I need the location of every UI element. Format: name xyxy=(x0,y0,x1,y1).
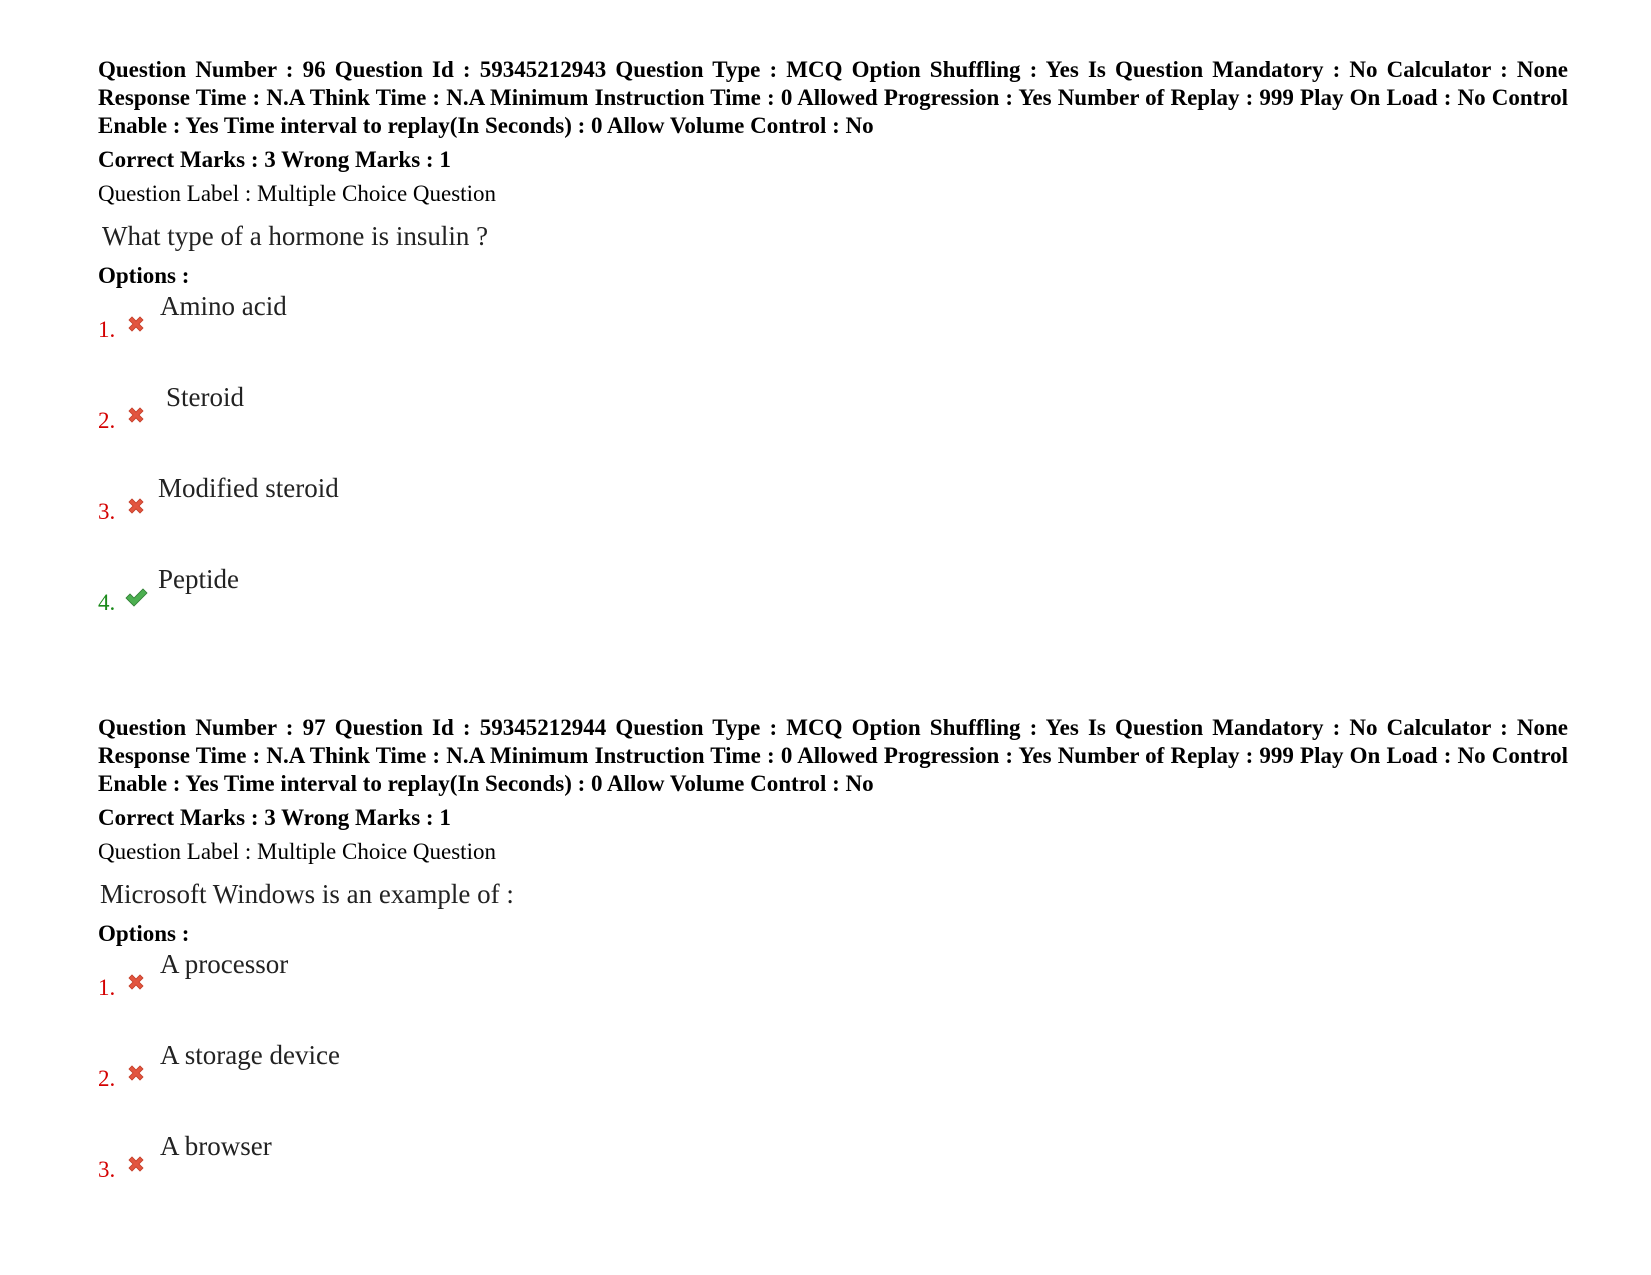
option-text: Steroid xyxy=(166,382,244,412)
option-text: Modified steroid xyxy=(158,473,339,503)
option-text: Peptide xyxy=(158,564,239,594)
check-icon xyxy=(124,585,148,609)
option-text: Amino acid xyxy=(160,291,287,321)
question-marks: Correct Marks : 3 Wrong Marks : 1 xyxy=(98,147,451,172)
option-number: 3. xyxy=(98,499,116,524)
question-marks: Correct Marks : 3 Wrong Marks : 1 xyxy=(98,805,451,830)
option-1 xyxy=(98,948,1568,1039)
question-text: Microsoft Windows is an example of : xyxy=(100,879,514,909)
option-text: A storage device xyxy=(160,1040,340,1070)
option-3 xyxy=(98,472,1568,563)
option-text: A browser xyxy=(160,1131,272,1161)
question-meta: Question Number : 97 Question Id : 59345212944 Question Type : MCQ Option Shuffling : Yes Is Question Mandatory : No Calculator : None Response Time : N.A Think Time : N.A Minimum Instruction Time : 0 Allowed Progression : Yes Number of Replay : 999 Play On Load : No Control Enable : Yes Time interval to replay(In Seconds) : 0 Allow Volume Control : No xyxy=(98,715,1568,796)
cross-icon xyxy=(124,494,148,518)
option-number: 1. xyxy=(98,317,116,342)
option-number: 1. xyxy=(98,975,116,1000)
question-96 xyxy=(98,56,1568,654)
cross-icon xyxy=(124,970,148,994)
option-3 xyxy=(98,1130,1568,1221)
cross-icon xyxy=(124,403,148,427)
options-heading: Options : xyxy=(98,263,190,288)
option-number: 3. xyxy=(98,1157,116,1182)
option-2 xyxy=(98,1039,1568,1130)
question-label: Question Label : Multiple Choice Question xyxy=(98,181,496,206)
option-number: 2. xyxy=(98,1066,116,1091)
option-number: 4. xyxy=(98,590,116,615)
option-number: 2. xyxy=(98,408,116,433)
option-4 xyxy=(98,563,1568,654)
question-label: Question Label : Multiple Choice Question xyxy=(98,839,496,864)
question-meta: Question Number : 96 Question Id : 59345212943 Question Type : MCQ Option Shuffling : Yes Is Question Mandatory : No Calculator : None Response Time : N.A Think Time : N.A Minimum Instruction Time : 0 Allowed Progression : Yes Number of Replay : 999 Play On Load : No Control Enable : Yes Time interval to replay(In Seconds) : 0 Allow Volume Control : No xyxy=(98,57,1568,138)
cross-icon xyxy=(124,1061,148,1085)
option-2 xyxy=(98,381,1568,472)
question-97 xyxy=(98,714,1568,1221)
cross-icon xyxy=(124,312,148,336)
options-heading: Options : xyxy=(98,921,190,946)
question-text: What type of a hormone is insulin ? xyxy=(102,221,489,251)
options-list xyxy=(98,290,1568,654)
option-1 xyxy=(98,290,1568,381)
options-list xyxy=(98,948,1568,1221)
option-text: A processor xyxy=(160,949,289,979)
cross-icon xyxy=(124,1152,148,1176)
